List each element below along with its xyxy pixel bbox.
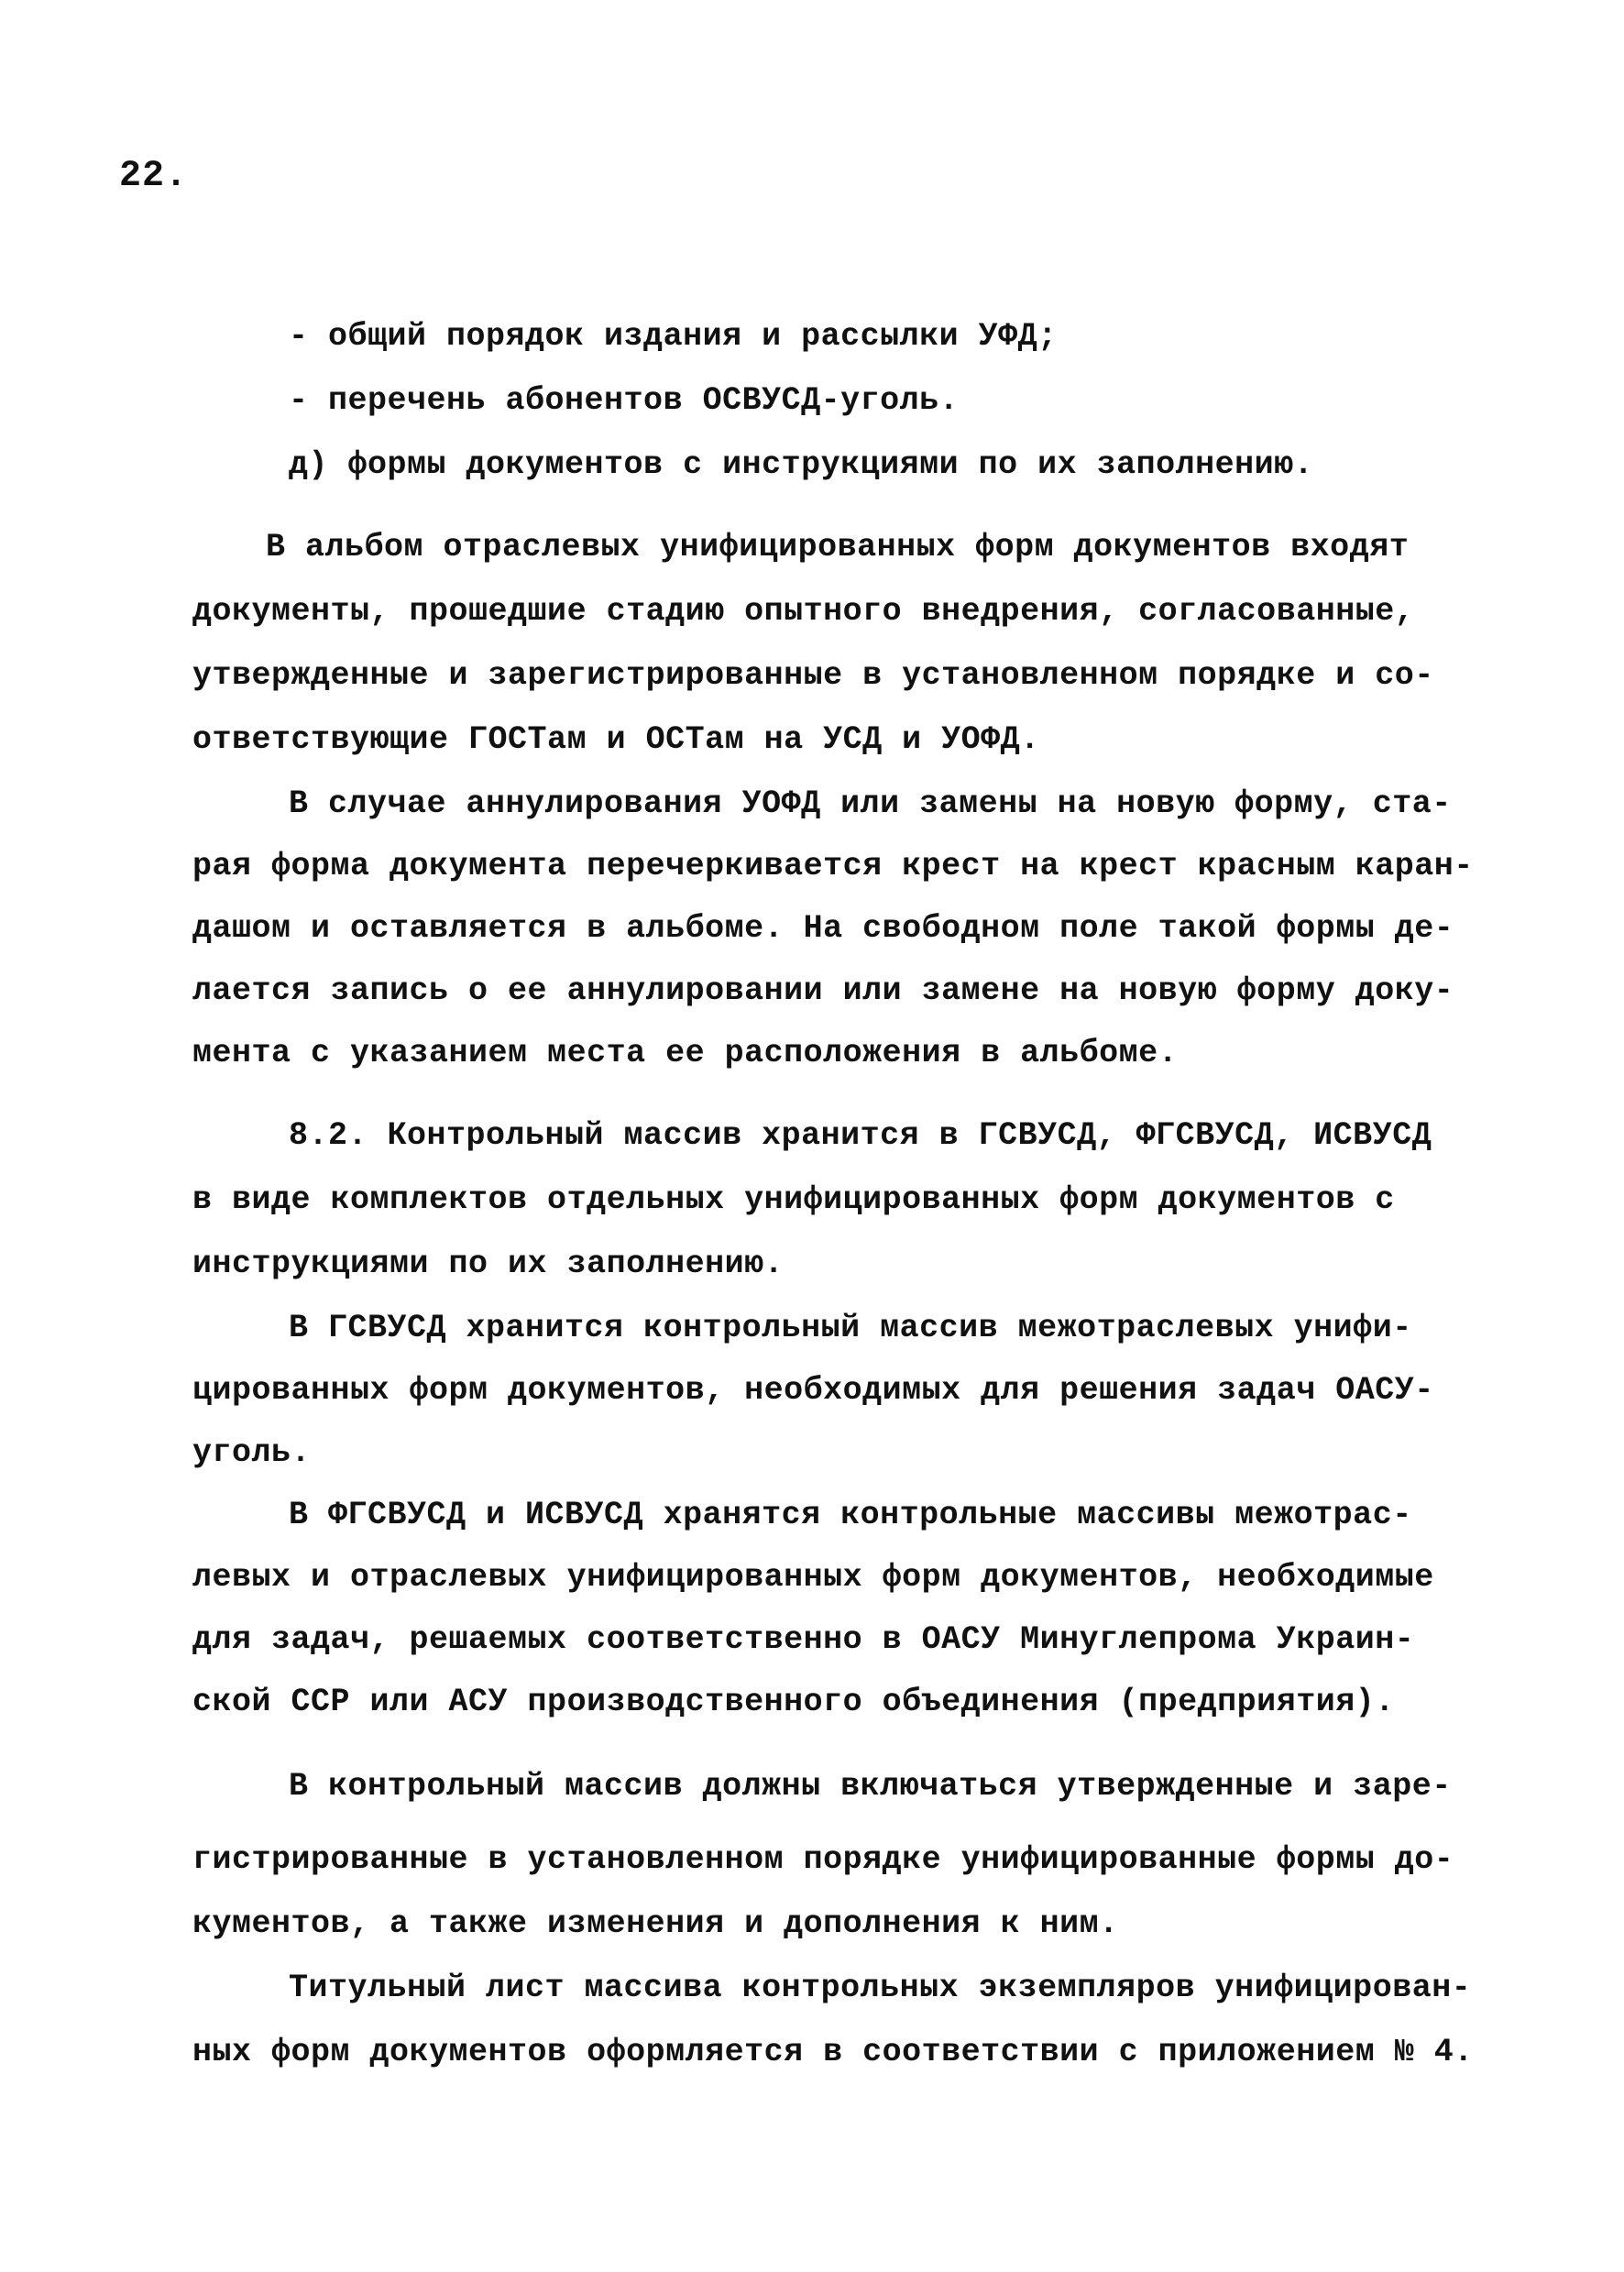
text-line: д) формы документов с инструкциями по их заполнению. (289, 446, 1314, 483)
text-line: левых и отраслевых унифицированных форм документов, необходимые (192, 1559, 1434, 1596)
page-number: 22. (119, 156, 189, 197)
text-line: дашом и оставляется в альбоме. На свободном поле такой формы де- (192, 910, 1454, 947)
text-line: ответствующие ГОСТам и ОСТам на УСД и УОФД. (192, 721, 1040, 758)
text-line: цированных форм документов, необходимых для решения задач ОАСУ- (192, 1372, 1434, 1409)
text-line: инструкциями по их заполнению. (192, 1246, 785, 1282)
text-line: Титульный лист массива контрольных экземпляров унифицирован- (289, 1970, 1472, 2006)
text-line: кументов, а также изменения и дополнения к ним. (192, 1905, 1119, 1942)
text-line: ской ССР или АСУ производственного объединения (предприятия). (192, 1684, 1395, 1720)
text-line: 8.2. Контрольный массив хранится в ГСВУСД, ФГСВУСД, ИСВУСД (289, 1117, 1432, 1154)
text-line: документы, прошедшие стадию опытного внедрения, согласованные, (192, 593, 1415, 630)
text-line: В альбом отраслевых унифицированных форм документов входят (266, 529, 1410, 565)
text-line: утвержденные и зарегистрированные в установленном порядке и со- (192, 657, 1434, 694)
text-line: для задач, решаемых соответственно в ОАСУ Минуглепрома Украин- (192, 1621, 1415, 1658)
text-line: мента с указанием места ее расположения в альбоме. (192, 1035, 1179, 1071)
text-line: В ГСВУСД хранится контрольный массив межотраслевых унифи- (289, 1310, 1412, 1346)
text-line: - общий порядок издания и рассылки УФД; (289, 318, 1058, 355)
text-line: лается запись о ее аннулировании или замене на новую форму доку- (192, 972, 1454, 1009)
text-line: - перечень абонентов ОСВУСД-уголь. (289, 382, 960, 419)
text-line: В ФГСВУСД и ИСВУСД хранятся контрольные массивы межотрас- (289, 1497, 1412, 1533)
text-line: В случае аннулирования УОФД или замены на новую форму, ста- (289, 785, 1452, 822)
text-line: уголь. (192, 1434, 312, 1471)
text-line: В контрольный массив должны включаться утвержденные и заре- (289, 1768, 1452, 1805)
text-line: ных форм документов оформляется в соответствии с приложением № 4. (192, 2034, 1474, 2070)
text-line: рая форма документа перечеркивается крест на крест красным каран- (192, 848, 1474, 884)
text-line: в виде комплектов отдельных унифицированных форм документов с (192, 1181, 1395, 1218)
text-line: гистрированные в установленном порядке унифицированные формы до- (192, 1841, 1454, 1878)
